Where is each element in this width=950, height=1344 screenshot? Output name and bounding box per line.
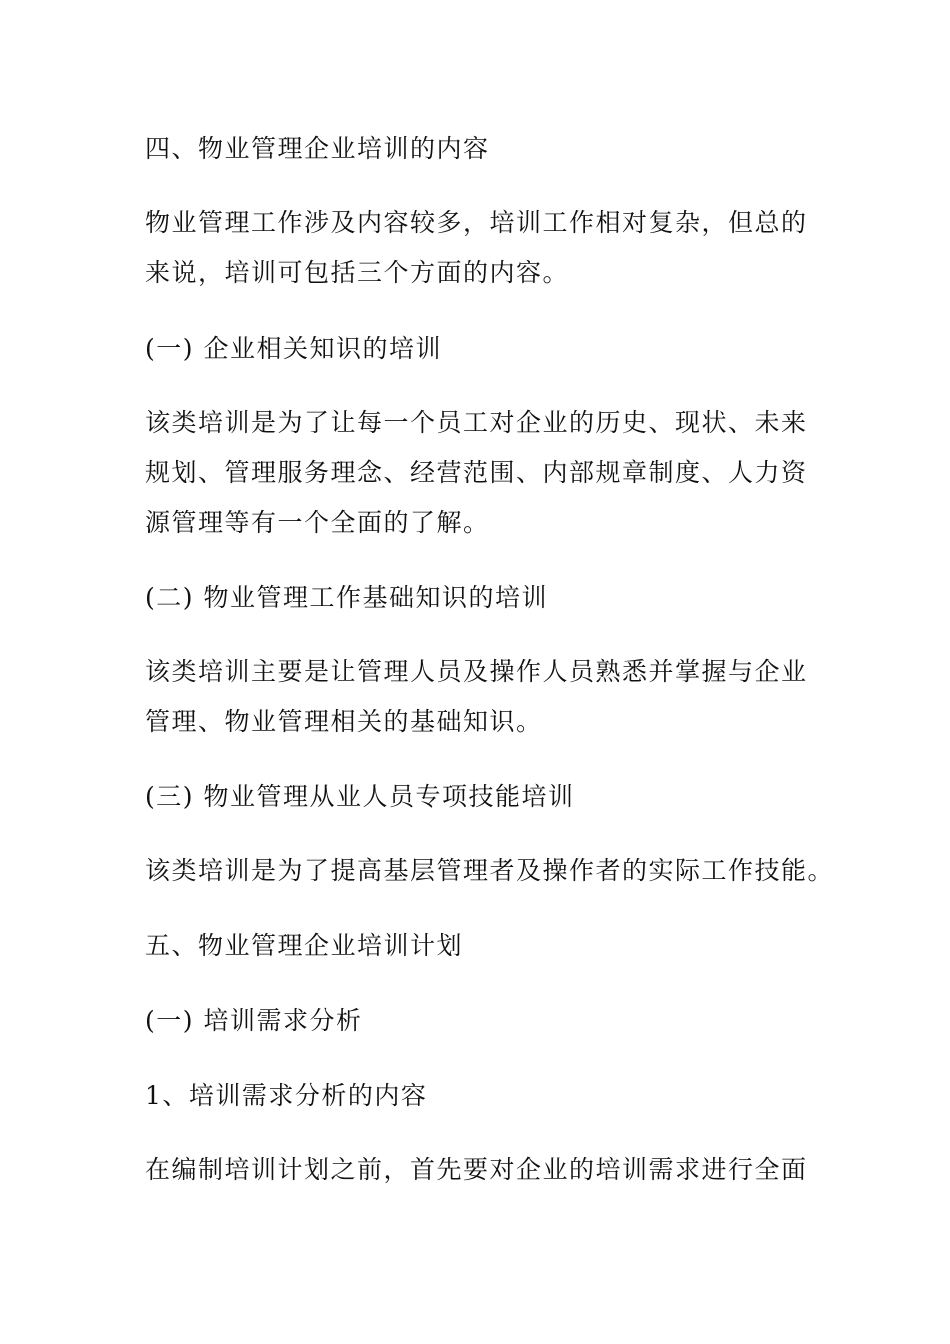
section-heading-four: 四、物业管理企业培训的内容 — [145, 134, 490, 163]
section-heading-five: 五、物业管理企业培训计划 — [145, 931, 464, 960]
paragraph-line: 该类培训是为了提高基层管理者及操作者的实际工作技能。 — [145, 856, 835, 885]
paragraph-line: 管理、物业管理相关的基础知识。 — [145, 707, 543, 736]
subheading-three: (三) 物业管理从业人员专项技能培训 — [145, 782, 575, 811]
paragraph-line: 物业管理工作涉及内容较多，培训工作相对复杂，但总的 — [145, 208, 808, 237]
paragraph-line: 该类培训主要是让管理人员及操作人员熟悉并掌握与企业 — [145, 657, 808, 686]
subheading-one: (一) 企业相关知识的培训 — [145, 334, 442, 363]
paragraph-line: 源管理等有一个全面的了解。 — [145, 508, 490, 537]
subheading-two: (二) 物业管理工作基础知识的培训 — [145, 583, 548, 612]
subheading-needs-analysis: (一) 培训需求分析 — [145, 1006, 363, 1035]
paragraph-line: 来说，培训可包括三个方面的内容。 — [145, 258, 570, 287]
numbered-heading: 1、培训需求分析的内容 — [145, 1081, 428, 1110]
paragraph-line: 规划、管理服务理念、经营范围、内部规章制度、人力资 — [145, 458, 808, 487]
paragraph-line: 该类培训是为了让每一个员工对企业的历史、现状、未来 — [145, 408, 808, 437]
paragraph-line: 在编制培训计划之前，首先要对企业的培训需求进行全面 — [145, 1155, 808, 1184]
